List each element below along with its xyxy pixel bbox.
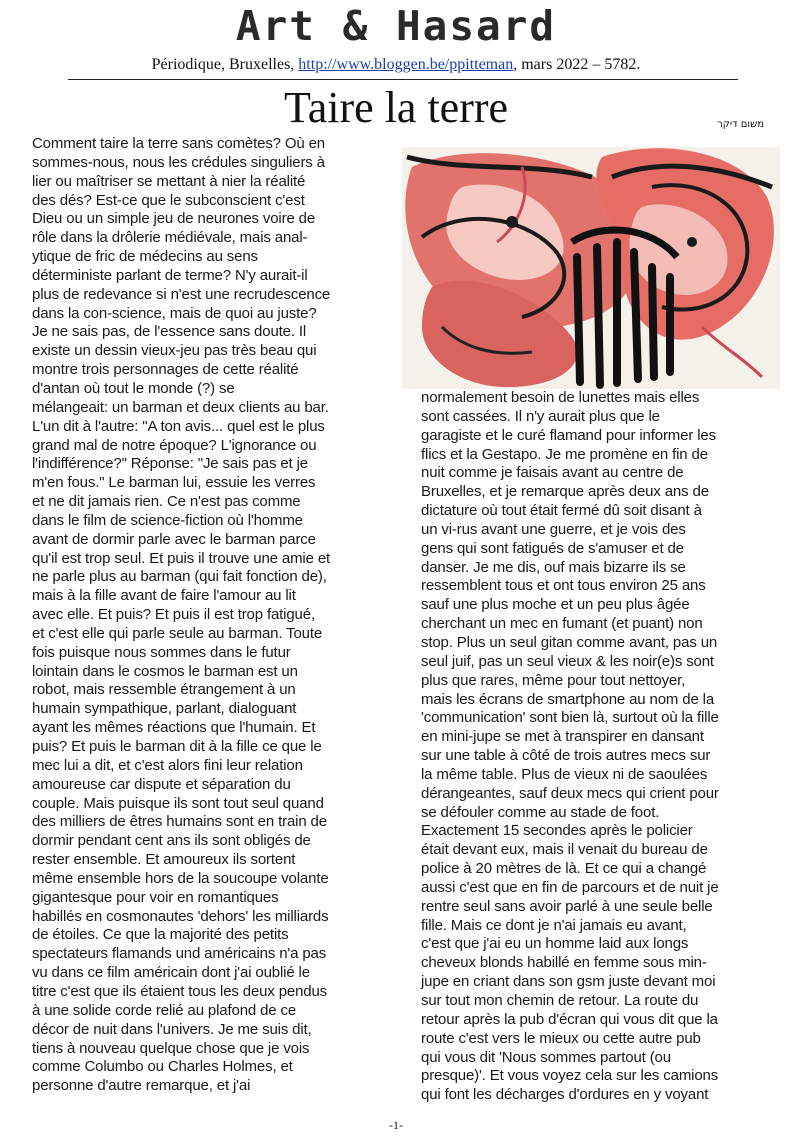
text-line: plus de redevance si n'est une recrudescence bbox=[32, 285, 331, 303]
text-line: police à 20 mètres de là. Et ce qui a changé bbox=[421, 860, 707, 878]
masthead: Art & Hasard bbox=[235, 2, 557, 50]
text-line: qui font les décharges d'ordures en y voyant bbox=[421, 1086, 709, 1104]
text-line: robot, mais ressemble étrangement à un bbox=[32, 681, 296, 699]
text-line: plus que rares, même pour tout nettoyer, bbox=[421, 671, 686, 689]
article-title: Taire la terre bbox=[283, 83, 509, 132]
text-line: dans le film de science-fiction où l'homme bbox=[32, 511, 303, 529]
publication-suffix: , mars 2022 – 5782. bbox=[513, 56, 641, 73]
text-line: danser. Je me dis, ouf mais bizarre ils se bbox=[421, 558, 686, 576]
text-line: dans la con-science, mais de quoi au juste? bbox=[32, 304, 317, 322]
text-line: était devant eux, mais il venait du bureau de bbox=[421, 841, 708, 859]
text-line: cheveux blonds habillé en femme sous min- bbox=[421, 954, 707, 972]
text-line: c'est que j'ai eu un homme laid aux longs bbox=[421, 935, 689, 953]
text-line: spectateurs flamands und américains n'a pas bbox=[32, 945, 327, 963]
text-line: sommes-nous, nous les crédules singuliers à bbox=[32, 153, 325, 171]
text-line: cherchant un mec en fumant (et puant) non bbox=[421, 615, 703, 633]
text-line: nuit comme je faisais avant au centre de bbox=[421, 464, 684, 482]
text-line: se défouler comme au stade de foot. bbox=[421, 803, 660, 821]
text-line: ytique de fric de médecins au sens bbox=[32, 248, 258, 266]
text-line: tiens à nouveau quelque chose que je vois bbox=[32, 1039, 310, 1057]
text-line: sont cassées. Il n'y aurait plus que le bbox=[421, 407, 660, 425]
text-line: gens qui sont fatigués de s'amuser et de bbox=[421, 539, 684, 557]
text-line: à une solide corde relié au plafond de ce bbox=[32, 1001, 297, 1019]
text-line: seul juif, pas un seul vieux & les noir(e)s sont bbox=[421, 652, 714, 670]
text-line: et c'est elle qui parle seule au barman. Toute bbox=[32, 624, 323, 642]
text-line: sauf une plus moche et un peu plus âgée bbox=[421, 596, 690, 614]
header-rule bbox=[68, 79, 738, 80]
text-line: presque)'. Et vous voyez cela sur les camions bbox=[421, 1067, 719, 1085]
text-line: dormir pendant cent ans ils sont obligés de bbox=[32, 832, 311, 850]
text-line: personne d'autre remarque, et j'ai bbox=[32, 1077, 251, 1095]
text-line: d'antan où tout le monde (?) se bbox=[32, 379, 235, 397]
text-line: Dieu ou un simple jeu de neurones voire de bbox=[32, 210, 316, 228]
text-line: normalement besoin de lunettes mais elles bbox=[421, 389, 700, 406]
text-line: comme Columbo ou Charles Holmes, et bbox=[32, 1058, 293, 1076]
text-line: l'indifférence?" Réponse: "Je sais pas et je bbox=[32, 455, 308, 473]
text-line: sur tout mon chemin de retour. La route du bbox=[421, 992, 699, 1009]
text-line: humain sympathique, parlant, dialoguant bbox=[32, 700, 297, 718]
text-line: L'un dit à l'autre: "A ton avis... quel est le plus bbox=[32, 417, 325, 435]
text-line: mais les écrans de smartphone au nom de la bbox=[421, 690, 715, 708]
text-line: 'communication' sont bien là, surtout où la fille bbox=[421, 709, 719, 727]
text-line: même ensemble hors de la soucoupe volante bbox=[32, 869, 329, 887]
text-line: Bruxelles, et je remarque après deux ans de bbox=[421, 483, 709, 501]
text-line: qu'il est trop seul. Et puis il trouve une amie et bbox=[32, 549, 331, 567]
abstract-painting bbox=[402, 147, 780, 389]
text-line: et ne dit jamais rien. Ce n'est pas comme bbox=[32, 493, 301, 511]
text-line: fille. Mais ce dont je n'ai jamais eu avant, bbox=[421, 916, 687, 934]
text-line: mélangeait: un barman et deux clients au bar. bbox=[32, 398, 329, 416]
left-column bbox=[32, 135, 330, 1096]
text-line: titre c'est que ils étaient tous les deux pendus bbox=[32, 982, 328, 1000]
text-line: ressemblent tous et ont tous environ 25 ans bbox=[421, 577, 706, 595]
text-line: Exactement 15 secondes après le policier bbox=[421, 822, 693, 840]
right-column bbox=[421, 389, 719, 1105]
text-line: ayant les mêmes réactions que l'humain. Et bbox=[32, 719, 316, 737]
blog-link[interactable]: http://www.bloggen.be/ppitteman bbox=[298, 56, 514, 73]
text-line: avant de dormir parle avec le barman parce bbox=[32, 530, 316, 548]
page-number: -1- bbox=[389, 1118, 403, 1132]
text-line: sur une table à côté de trois autres mecs sur bbox=[421, 747, 711, 765]
text-line: rester ensemble. Et amoureux ils sortent bbox=[32, 851, 296, 869]
text-line: garagiste et le curé flamand pour informer les bbox=[421, 426, 716, 444]
text-line: gigantesque pour voir en romantiques bbox=[32, 888, 279, 906]
text-line: Je ne sais pas, de l'essence sans doute. Il bbox=[32, 323, 307, 341]
text-line: couple. Mais puisque ils sont tout seul quand bbox=[32, 794, 324, 812]
publication-prefix: Périodique, Bruxelles, bbox=[151, 56, 299, 73]
text-line: habillés en cosmonautes 'dehors' les milliards bbox=[32, 907, 329, 925]
text-line: mec lui a dit, et c'est alors fini leur relation bbox=[32, 756, 303, 774]
text-line: m'en fous." Le barman lui, essuie les verres bbox=[32, 474, 316, 492]
text-line: route c'est vers le mieux ou cette autre pub bbox=[421, 1029, 701, 1047]
text-line: Comment taire la terre sans comètes? Où en bbox=[32, 135, 325, 152]
text-line: amoureuse car dispute et séparation du bbox=[32, 775, 291, 793]
text-line: grand mal de notre époque? L'ignorance ou bbox=[32, 436, 317, 454]
text-line: stop. Plus un seul gitan comme avant, pas un bbox=[421, 633, 718, 651]
text-line: lointain dans le cosmos le barman est un bbox=[32, 662, 298, 680]
text-line: rôle dans la drôlerie médiévale, mais anal- bbox=[32, 229, 308, 247]
text-line: en mini-jupe se met à transpirer en dansant bbox=[421, 728, 704, 746]
text-line: lier ou maîtriser se mettant à nier la réalité bbox=[32, 172, 306, 190]
text-line: qui vous dit 'Nous sommes partout (ou bbox=[421, 1048, 671, 1066]
text-line: avec elle. Et puis? Et puis il est trop fatigué, bbox=[32, 606, 315, 624]
text-line: des milliers de êtres humains sont en train de bbox=[32, 813, 327, 831]
text-line: des dés? Est-ce que le subconscient c'est bbox=[32, 191, 305, 209]
text-line: jupe en criant dans son gsm juste devant moi bbox=[421, 973, 716, 991]
text-line: fois puisque nous sommes dans le futur bbox=[32, 643, 291, 661]
text-line: décor de nuit dans l'univers. Je me suis dit, bbox=[32, 1020, 312, 1038]
text-line: déterministe parlant de terme? N'y aurait-il bbox=[32, 266, 308, 284]
text-line: ne parle plus au barman (qui fait fonction de), bbox=[32, 568, 327, 586]
text-line: puis? Et puis le barman dit à la fille ce que le bbox=[32, 738, 322, 755]
text-line: dictature où tout était fermé dû soit disant à bbox=[421, 502, 702, 520]
text-line: existe un dessin vieux-jeu pas très beau qui bbox=[32, 342, 317, 360]
text-line: montre trois personnages de cette réalité bbox=[32, 361, 299, 379]
text-line: un vi-rus avant une guerre, et je vois des bbox=[421, 520, 686, 538]
author-signature: משום דיקר bbox=[717, 119, 764, 130]
text-line: dérangeantes, sauf deux mecs qui crient pour bbox=[421, 784, 719, 802]
text-line: flics et la Gestapo. Je me promène en fin de bbox=[421, 445, 708, 463]
text-line: rentre seul sans avoir parlé à une seule belle bbox=[421, 897, 713, 915]
text-line: vu dans ce film américain dont j'ai oublié le bbox=[32, 964, 310, 982]
text-line: la même table. Plus de vieux ni de saoulées bbox=[421, 765, 708, 783]
publication-line bbox=[0, 55, 792, 75]
text-line: mais à la fille avant de faire l'amour au lit bbox=[32, 587, 296, 605]
text-line: de étoiles. Ce que la majorité des petits bbox=[32, 926, 289, 944]
text-line: aussi c'est que en fin de parcours et de nuit je bbox=[421, 878, 719, 896]
text-line: retour après la pub d'écran qui vous dit que la bbox=[421, 1010, 718, 1028]
